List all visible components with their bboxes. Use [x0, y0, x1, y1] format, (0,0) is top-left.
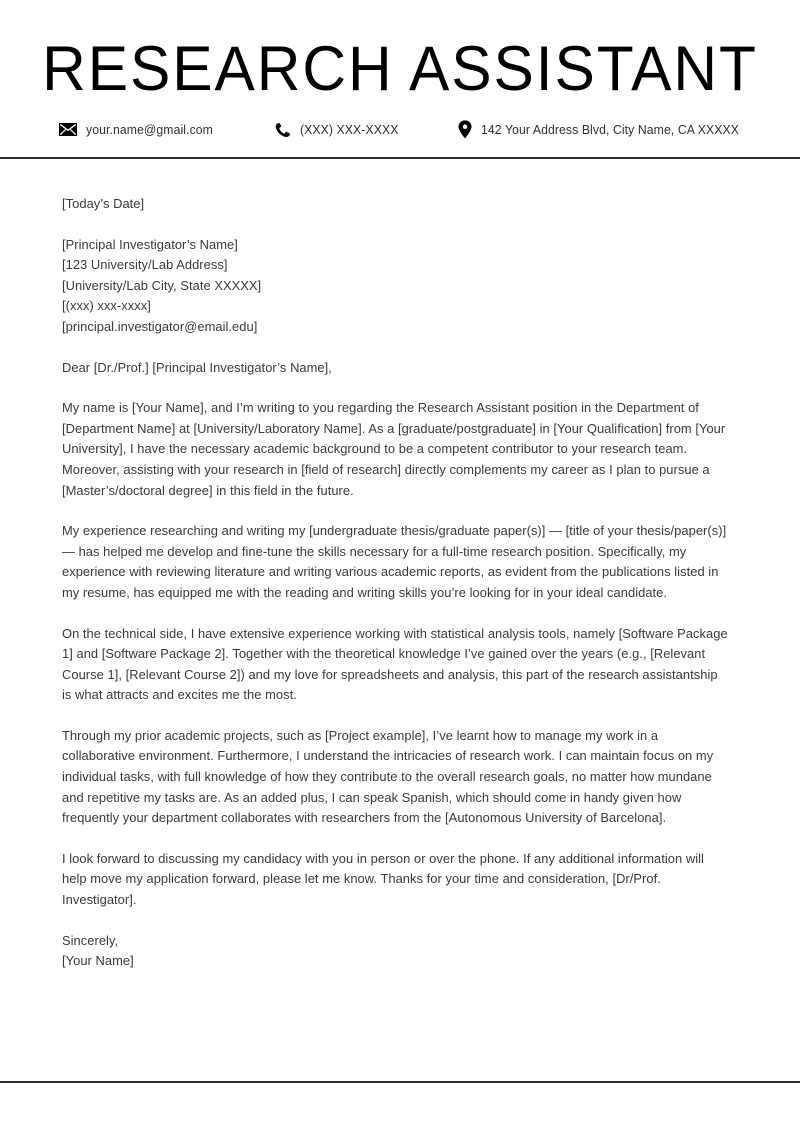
- salutation-text: Dear [Dr./Prof.] [Principal Investigator’s Name],: [62, 359, 332, 375]
- phone-icon: [275, 122, 291, 138]
- salutation: [62, 358, 730, 379]
- letter-paragraph-5: I look forward to discussing my candidacy with you in person or over the phone. If any additional information will help move my application forward, please let me know. Thanks for your time and consideration, [Dr/Prof. Investigator].: [62, 850, 704, 908]
- date-text: [Today’s Date]: [62, 196, 145, 211]
- spacer: [62, 706, 730, 726]
- contact-address-text: 142 Your Address Blvd, City Name, CA XXXXX: [481, 122, 740, 137]
- contact-address[interactable]: [458, 120, 747, 139]
- contact-email[interactable]: [59, 123, 217, 137]
- spacer: [62, 215, 730, 235]
- letter-header: [0, 0, 800, 159]
- letter-paragraph-1: My name is [Your Name], and I’m writing to you regarding the Research Assistant position in the Department of [Department Name] at [University/Laboratory Name]. As a [graduate/postgraduate] in [Your Qualification] from [Your University], I have the necessary academic background to be a competent contributor to your research team. Moreover, assisting with your research in [field of research] directly complements my career as I plan to pursue a [Master’s/doctoral degree] in this field in the future.: [62, 400, 726, 498]
- spacer: [62, 829, 730, 849]
- contact-email-text: your.name@gmail.com: [85, 122, 213, 137]
- letter-paragraph-2: My experience researching and writing my [undergraduate thesis/graduate paper(s)] — [title of your thesis/paper(s)] — has helped me develop and fine-tune the skills necessary for a full-time research position. Specifically, my experience with reviewing literature and writing various academic reports, as evident from the publications listed in my resume, has equipped me with the reading and writing skills you’re looking for in your ideal candidate.: [62, 523, 727, 600]
- signature-name: [Your Name]: [62, 953, 134, 969]
- closing-text: Sincerely,: [62, 932, 119, 948]
- page-title: RESEARCH ASSISTANT: [42, 34, 758, 104]
- spacer: [62, 338, 730, 358]
- recipient-city-state-zip: [University/Lab City, State XXXXX]: [62, 277, 262, 293]
- signature-block: [62, 931, 730, 972]
- contact-phone[interactable]: [275, 122, 401, 138]
- recipient-name: [Principal Investigator’s Name]: [62, 236, 238, 252]
- date-line: [62, 194, 730, 215]
- envelope-icon: [59, 123, 77, 136]
- spacer: [62, 378, 730, 398]
- letter-paragraph-4: Through my prior academic projects, such as [Project example], I’ve learnt how to manage my work in a collaborative environment. Furthermore, I understand the intricacies of research work. I can maintain focus on my individual tasks, with full knowledge of how they contribute to the overall research goals, no matter how mundane and repetitive my tasks are. As an added plus, I can speak Spanish, which should come in handy given how frequently your department collaborates with researchers from the [Autonomous University of Barcelona].: [62, 727, 714, 826]
- map-pin-icon: [458, 120, 472, 139]
- contact-phone-text: (XXX) XXX-XXXX: [299, 122, 399, 137]
- footer-divider: [0, 1081, 800, 1083]
- letter-body: [0, 159, 800, 972]
- spacer: [62, 501, 730, 521]
- letter-paragraph-3: On the technical side, I have extensive experience working with statistical analysis tools, namely [Software Package 1] and [Software Package 2]. Together with the theoretical knowledge I’ve gained over the years (e.g., [Relevant Course 1], [Relevant Course 2]) and my love for spreadsheets and analysis, this part of the research assistantship is what attracts and excites me the most.: [62, 625, 728, 703]
- recipient-address: [123 University/Lab Address]: [62, 257, 228, 273]
- contact-bar: [0, 120, 800, 139]
- recipient-block: [62, 235, 730, 338]
- recipient-phone: [(xxx) xxx-xxxx]: [62, 298, 151, 314]
- spacer: [62, 159, 730, 194]
- spacer: [62, 911, 730, 931]
- recipient-email: [principal.investigator@email.edu]: [62, 318, 258, 334]
- spacer: [62, 604, 730, 624]
